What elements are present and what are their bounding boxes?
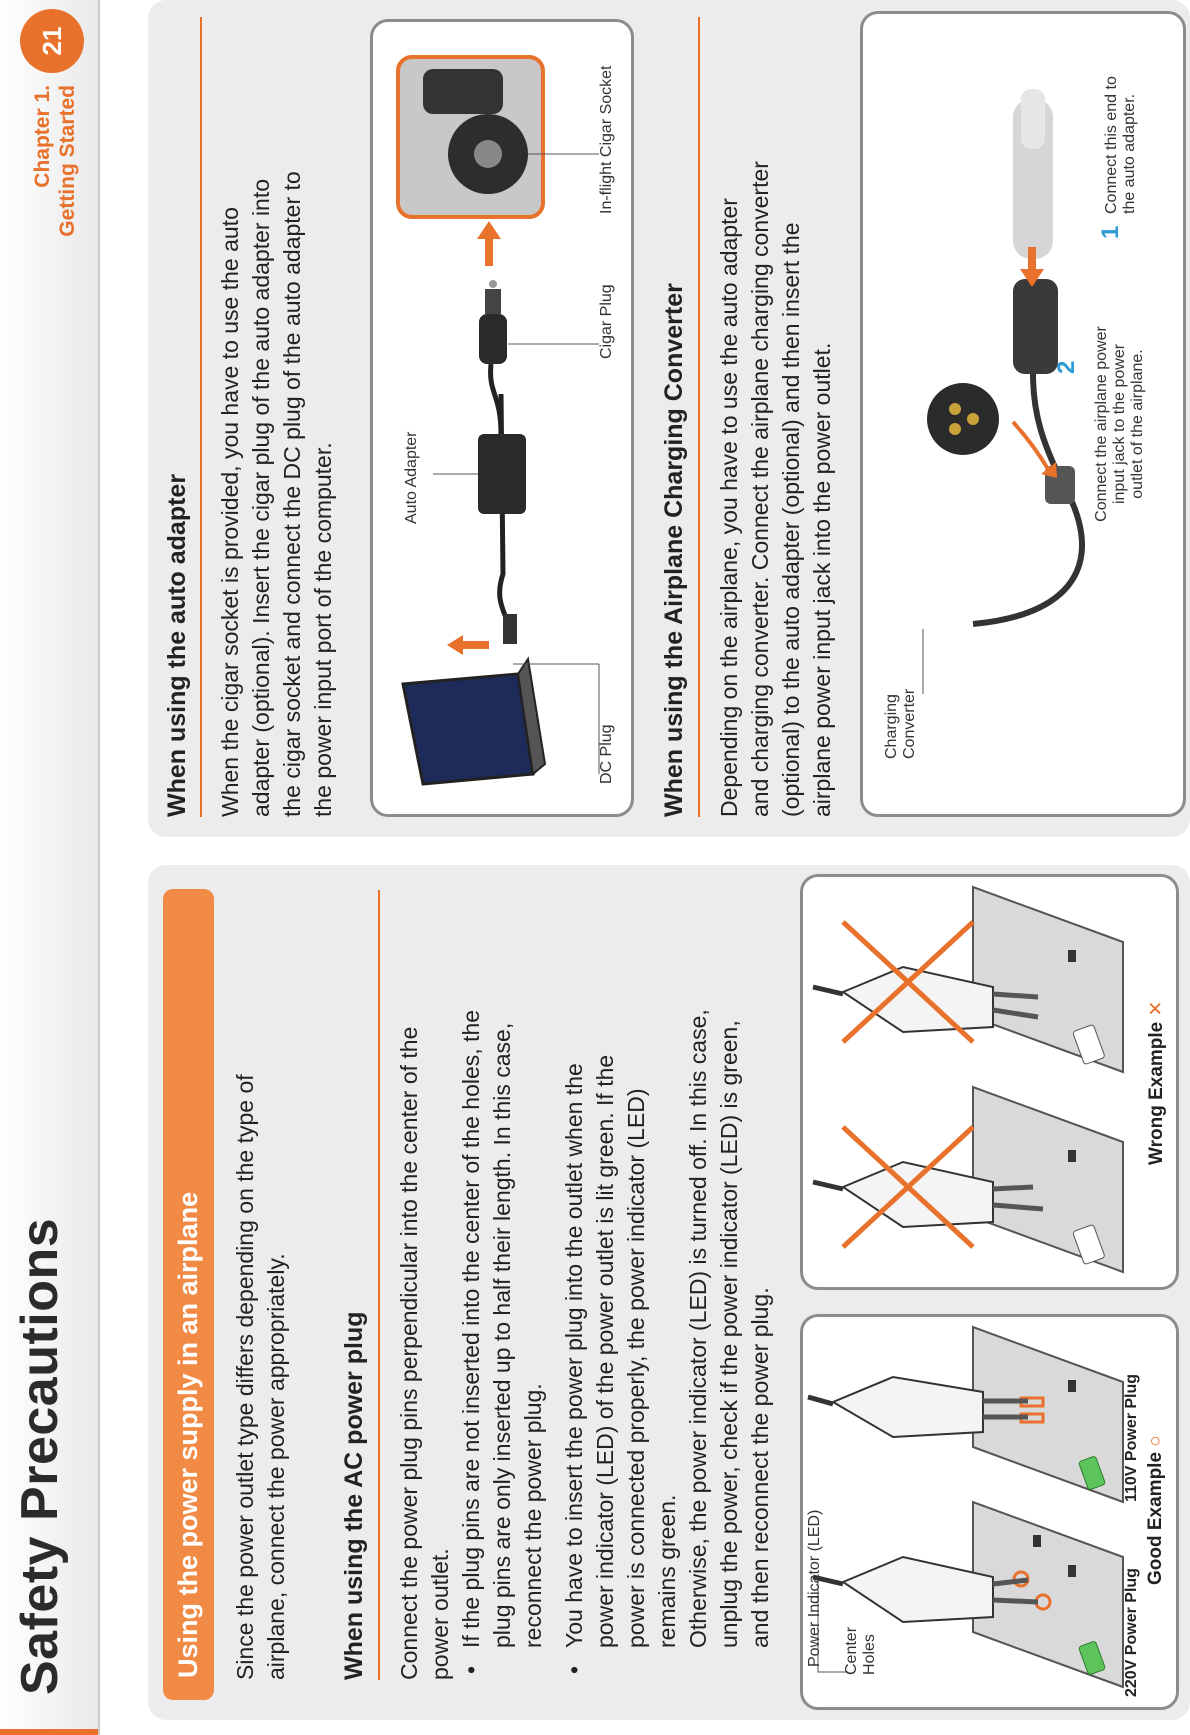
text-line: Depending on the airplane, you have to use the auto adapter bbox=[716, 198, 742, 817]
caption-text: Good Example bbox=[1145, 1451, 1166, 1585]
text-line: When the cigar socket is provided, you have to use the auto bbox=[217, 207, 243, 817]
list-item bbox=[559, 885, 776, 1680]
label-line: Holes bbox=[861, 1634, 878, 1675]
bullet-dot: • bbox=[561, 1665, 587, 1674]
text-line: power outlet. bbox=[427, 1548, 453, 1680]
cigar-plug bbox=[479, 280, 507, 364]
step-1 bbox=[1097, 29, 1139, 239]
label-line: Center bbox=[843, 1626, 860, 1675]
plug-110v-label: 110V Power Plug bbox=[1123, 1373, 1140, 1502]
circle-check-icon: ○ bbox=[1145, 1435, 1166, 1447]
charging-converter-paragraph bbox=[714, 12, 838, 817]
wrong-example-illustration bbox=[803, 877, 1143, 1287]
step-description bbox=[1103, 29, 1139, 214]
auto-adapter-figure bbox=[370, 19, 634, 817]
text-line: airplane power input jack into the power outlet. bbox=[809, 342, 835, 817]
label-line: Connect the airplane power bbox=[1093, 326, 1110, 522]
label-line: Charging bbox=[883, 694, 900, 759]
power-jack-closeup bbox=[927, 383, 999, 455]
step-2 bbox=[1053, 324, 1147, 524]
text-line: reconnect the power plug. bbox=[520, 1383, 546, 1648]
text-line: plug pins are only inserted up to half their length. In this case, bbox=[489, 1022, 515, 1648]
charging-converter-label bbox=[883, 689, 919, 759]
text-line: and charging converter. Connect the airplane charging converter bbox=[747, 161, 773, 817]
heading-rule bbox=[200, 17, 202, 817]
text-line: (optional) to the auto adapter (optional) and then insert the bbox=[778, 222, 804, 817]
text-line: Since the power outlet type differs depending on the type of bbox=[232, 1074, 258, 1680]
text-line: unplug the power, check if the power indicator (LED) is green, bbox=[716, 1020, 742, 1648]
text-line: adapter (optional). Insert the cigar plug of the auto adapter into bbox=[248, 178, 274, 817]
heading-rule bbox=[378, 890, 380, 1680]
cigar-plug-label: Cigar Plug bbox=[598, 284, 615, 359]
chapter-label bbox=[30, 85, 80, 280]
power-indicator-label: Power Indicator (LED) bbox=[806, 1509, 823, 1667]
text-line: the power input port of the computer. bbox=[310, 442, 336, 817]
ac-plug-paragraph bbox=[394, 885, 776, 1680]
dc-plug-label: DC Plug bbox=[598, 724, 615, 784]
intro-paragraph bbox=[230, 890, 292, 1680]
caption-text: Wrong Example bbox=[1146, 1021, 1167, 1165]
wrong-example-caption bbox=[1145, 1001, 1168, 1165]
outlet-220v bbox=[973, 1502, 1123, 1687]
text-line: Connect the power plug pins perpendicular into the center of the bbox=[396, 1026, 422, 1680]
text-line: power is connected properly, the power indicator (LED) bbox=[623, 1088, 649, 1648]
step-description bbox=[1093, 324, 1147, 524]
chapter-title: Getting Started bbox=[56, 85, 79, 237]
label-line: Connect this end to bbox=[1103, 76, 1120, 214]
good-example-figure bbox=[800, 1314, 1179, 1710]
plug-220v-label: 220V Power Plug bbox=[1123, 1568, 1140, 1697]
step-number: 1 bbox=[1097, 225, 1124, 239]
wrong-example-figure bbox=[800, 874, 1179, 1290]
text-line: the cigar socket and connect the DC plug of the auto adapter to bbox=[279, 171, 305, 817]
outlet-wrong-1 bbox=[973, 1087, 1123, 1272]
charging-converter-figure bbox=[860, 11, 1186, 817]
outlet-wrong-2 bbox=[973, 887, 1123, 1072]
auto-adapter-paragraph bbox=[215, 12, 339, 817]
label-line: the auto adapter. bbox=[1121, 93, 1138, 214]
label-line: Converter bbox=[901, 688, 918, 759]
text-line: airplane, connect the power appropriately. bbox=[263, 1253, 289, 1680]
text-line: Otherwise, the power indicator (LED) is turned off. In this case, bbox=[685, 1009, 711, 1648]
list-item bbox=[456, 885, 549, 1680]
text-line: power indicator (LED) of the power outlet is lit green. If the bbox=[592, 1054, 618, 1648]
center-holes-label bbox=[843, 1627, 879, 1675]
adapter-end bbox=[1013, 89, 1053, 259]
charging-converter-heading: When using the Airplane Charging Converter bbox=[660, 283, 688, 817]
auto-adapter-illustration bbox=[373, 22, 631, 814]
cigar-socket-label: In-flight Cigar Socket bbox=[598, 65, 615, 214]
header-divider bbox=[98, 0, 100, 1735]
chapter-number: Chapter 1. bbox=[31, 85, 54, 188]
laptop bbox=[403, 659, 545, 784]
good-example-caption bbox=[1145, 1435, 1167, 1585]
bullet-dot: • bbox=[458, 1665, 484, 1674]
arrow-to-laptop bbox=[447, 635, 489, 655]
section-banner: Using the power supply in an airplane bbox=[163, 889, 214, 1700]
page-number: 21 bbox=[20, 9, 84, 73]
heading-rule bbox=[698, 17, 700, 817]
step-number: 2 bbox=[1053, 360, 1080, 374]
cross-icon: ✕ bbox=[1146, 1000, 1167, 1017]
auto-adapter-heading: When using the auto adapter bbox=[163, 473, 191, 817]
text-line: You have to insert the power plug into the outlet when the bbox=[561, 1063, 587, 1648]
ac-plug-heading: When using the AC power plug bbox=[340, 1311, 368, 1680]
auto-adapter-label: Auto Adapter bbox=[403, 431, 420, 524]
text-line: remains green. bbox=[654, 1494, 680, 1648]
label-line: input jack to the power bbox=[1111, 343, 1128, 505]
page-title: Safety Precautions bbox=[11, 1217, 69, 1695]
text-line: If the plug pins are not inserted into the center of the holes, the bbox=[458, 1009, 484, 1648]
text-line: and then reconnect the power plug. bbox=[747, 1287, 773, 1648]
arrow-to-socket bbox=[477, 221, 501, 266]
label-line: outlet of the airplane. bbox=[1129, 349, 1146, 499]
